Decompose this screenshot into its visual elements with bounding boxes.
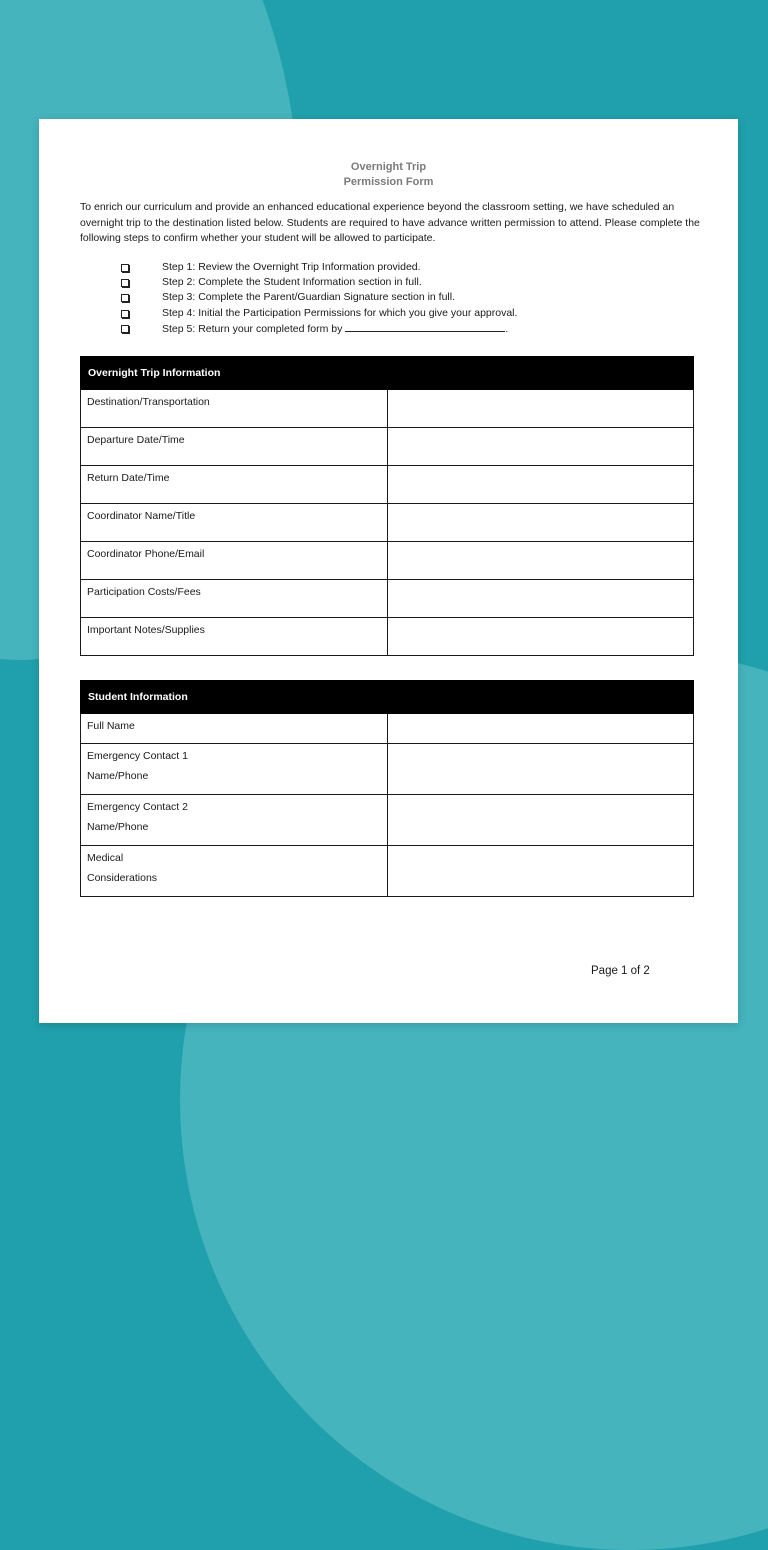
coordinator-contact-field[interactable] <box>387 542 694 580</box>
row-label: Departure Date/Time <box>81 428 388 466</box>
row-label-line: Considerations <box>87 872 158 884</box>
trip-info-header: Overnight Trip Information <box>81 357 694 390</box>
medical-field[interactable] <box>387 846 694 897</box>
table-row <box>81 846 694 897</box>
row-label-line: Medical <box>87 852 124 864</box>
row-label-line: Name/Phone <box>87 770 149 782</box>
table-row <box>81 618 694 656</box>
row-label: Important Notes/Supplies <box>81 618 388 656</box>
step-text: Step 1: Review the Overnight Trip Information provided. <box>162 261 421 273</box>
coordinator-name-field[interactable] <box>387 504 694 542</box>
trip-info-table <box>80 356 694 656</box>
row-label-line: Emergency Contact 1 <box>87 750 188 762</box>
return-date-blank[interactable] <box>345 321 505 332</box>
notes-field[interactable] <box>387 618 694 656</box>
table-row <box>81 795 694 846</box>
row-label: Destination/Transportation <box>81 390 388 428</box>
student-info-header: Student Information <box>81 681 694 714</box>
departure-field[interactable] <box>387 428 694 466</box>
steps-list <box>121 260 681 337</box>
student-info-table <box>80 680 694 897</box>
table-row <box>81 542 694 580</box>
return-field[interactable] <box>387 466 694 504</box>
step-item <box>121 321 681 337</box>
step-text: Step 5: Return your completed form by <box>162 322 343 335</box>
row-label <box>81 846 388 897</box>
row-label <box>81 744 388 795</box>
row-label-line: Emergency Contact 2 <box>87 801 188 813</box>
step-text: Step 2: Complete the Student Information section in full. <box>162 276 422 289</box>
row-label: Coordinator Phone/Email <box>81 542 388 580</box>
step-text: Step 4: Initial the Participation Permissions for which you give your approval. <box>162 306 518 319</box>
table-row <box>81 580 694 618</box>
checkbox-icon[interactable] <box>121 279 129 287</box>
step-item <box>121 306 681 321</box>
row-label: Participation Costs/Fees <box>81 580 388 618</box>
title-line-2: Permission Form <box>343 176 434 188</box>
checkbox-icon[interactable] <box>121 325 129 333</box>
title-line-1: Overnight Trip <box>350 161 427 173</box>
form-title <box>39 160 738 190</box>
row-label: Return Date/Time <box>81 466 388 504</box>
checkbox-icon[interactable] <box>121 310 129 318</box>
checkbox-icon[interactable] <box>121 264 129 272</box>
step-item <box>121 260 681 275</box>
row-label-line: Full Name <box>87 720 135 732</box>
row-label <box>81 714 388 744</box>
costs-field[interactable] <box>387 580 694 618</box>
intro-paragraph: To enrich our curriculum and provide an enhanced educational experience beyond the classroom setting, we have scheduled an overnight trip to the destination listed below. Students are required to have advance written permission to attend. Please complete the following steps to confirm whether your student will be allowed to participate. <box>80 201 700 244</box>
table-row <box>81 390 694 428</box>
step-item <box>121 275 681 290</box>
form-page <box>39 119 738 1023</box>
row-label-line: Name/Phone <box>87 821 149 833</box>
step-text: Step 3: Complete the Parent/Guardian Signature section in full. <box>162 291 456 304</box>
row-label: Coordinator Name/Title <box>81 504 388 542</box>
step-item <box>121 290 681 305</box>
emergency-contact-1-field[interactable] <box>387 744 694 795</box>
page-number: Page 1 of 2 <box>591 965 650 977</box>
table-row <box>81 714 694 744</box>
emergency-contact-2-field[interactable] <box>387 795 694 846</box>
table-row <box>81 744 694 795</box>
table-row <box>81 428 694 466</box>
destination-field[interactable] <box>387 390 694 428</box>
full-name-field[interactable] <box>387 714 694 744</box>
checkbox-icon[interactable] <box>121 294 129 302</box>
table-row <box>81 504 694 542</box>
step-suffix: . <box>505 322 509 335</box>
row-label <box>81 795 388 846</box>
table-row <box>81 466 694 504</box>
